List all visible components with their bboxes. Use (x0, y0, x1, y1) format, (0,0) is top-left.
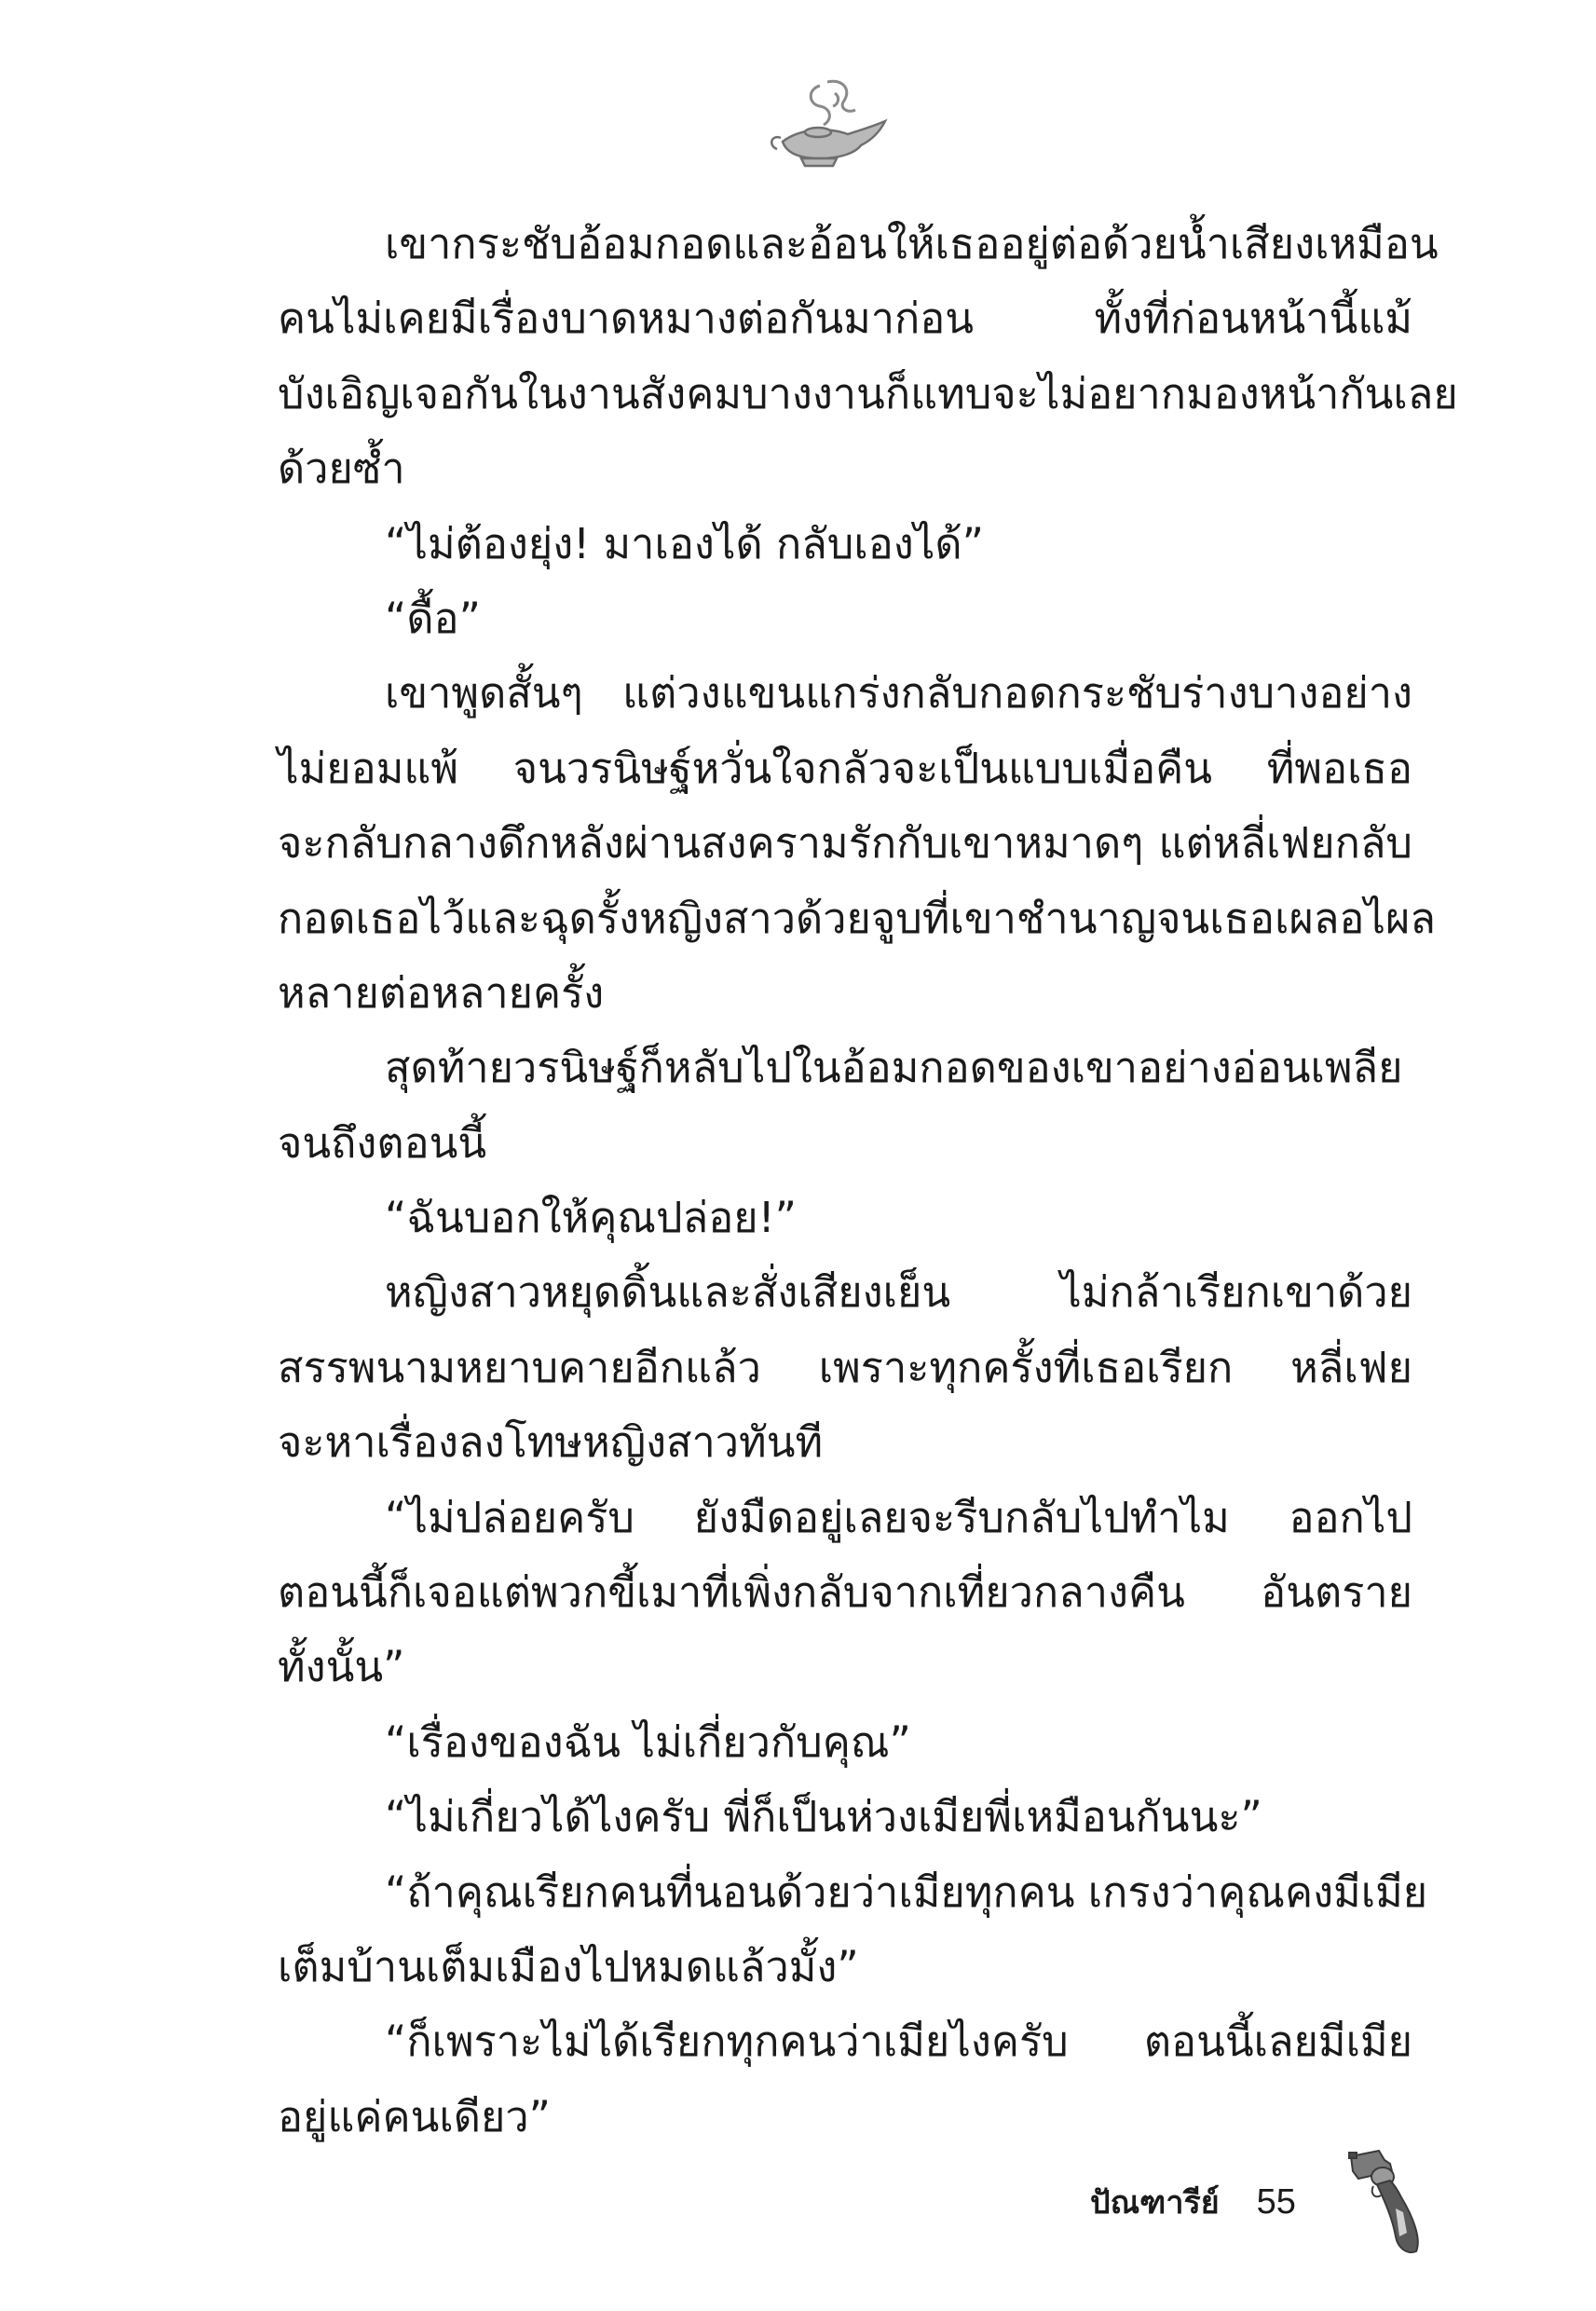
text-line: ด้วยซ้ำ (278, 444, 405, 494)
genie-lamp-icon (762, 76, 894, 170)
text-line: “ดื้อ” (385, 593, 481, 643)
revolver-icon (1342, 2143, 1425, 2264)
text-line: ตอนนี้ก็เจอแต่พวกขี้เมาที่เพิ่งกลับจากเที่ยวกลางคืน อันตราย (278, 1567, 1412, 1618)
text-line: ไม่ยอมแพ้ จนวรนิษฐ์หวั่นใจกลัวจะเป็นแบบเมื่อคืน ที่พอเธอ (278, 743, 1412, 793)
book-title: ปัณฑารีย์ (1090, 2184, 1220, 2222)
page-footer (1090, 2160, 1296, 2244)
page-number: 55 (1256, 2181, 1296, 2222)
text-line: บังเอิญเจอกันในงานสังคมบางงานก็แทบจะไม่อยากมองหน้ากันเลย (278, 368, 1458, 418)
text-line: จะหาเรื่องลงโทษหญิงสาวทันที (278, 1417, 824, 1468)
text-line: สรรพนามหยาบคายอีกแล้ว เพราะทุกครั้งที่เธอเรียก หลี่เฟย (278, 1342, 1412, 1392)
text-line: “ไม่เกี่ยวได้ไงครับ พี่ก็เป็นห่วงเมียพี่เหมือนกันนะ” (385, 1792, 1262, 1842)
text-line: อยู่แค่คนเดียว” (278, 2091, 551, 2141)
text-line: หญิงสาวหยุดดิ้นและสั่งเสียงเย็น ไม่กล้าเรียกเขาด้วย (385, 1267, 1412, 1318)
text-line: เขากระชับอ้อมกอดและอ้อนให้เธออยู่ต่อด้วยน้ำเสียงเหมือน (385, 219, 1439, 268)
text-line: กอดเธอไว้และฉุดรั้งหญิงสาวด้วยจูบที่เขาชำนาญจนเธอเผลอไผล (278, 893, 1436, 943)
text-line: จะกลับกลางดึกหลังผ่านสงครามรักกับเขาหมาดๆ แต่หลี่เฟยกลับ (278, 818, 1412, 868)
text-line: จนถึงตอนนี้ (278, 1117, 487, 1168)
text-line: “ก็เพราะไม่ได้เรียกทุกคนว่าเมียไงครับ ตอนนี้เลยมีเมีย (385, 2017, 1412, 2067)
text-line: สุดท้ายวรนิษฐ์ก็หลับไปในอ้อมกอดของเขาอย่างอ่อนเพลีย (385, 1043, 1403, 1093)
text-line: เต็มบ้านเต็มเมืองไปหมดแล้วมั้ง” (278, 1941, 859, 1991)
text-line: ทั้งนั้น” (278, 1642, 405, 1692)
text-line: หลายต่อหลายครั้ง (278, 967, 605, 1018)
text-line: เขาพูดสั้นๆ แต่วงแขนแกร่งกลับกอดกระชับร่างบางอย่าง (385, 668, 1412, 718)
text-line: “ไม่ปล่อยครับ ยังมืดอยู่เลยจะรีบกลับไปทำไม ออกไป (385, 1492, 1412, 1542)
text-line: คนไม่เคยมีเรื่องบาดหมางต่อกันมาก่อน ทั้งที่ก่อนหน้านี้แม้ (278, 294, 1412, 344)
text-line: “ถ้าคุณเรียกคนที่นอนด้วยว่าเมียทุกคน เกรงว่าคุณคงมีเมีย (385, 1867, 1428, 1917)
text-line: “ฉันบอกให้คุณปล่อย!” (385, 1193, 797, 1243)
story-text (278, 207, 1458, 2154)
text-line: “เรื่องของฉัน ไม่เกี่ยวกับคุณ” (385, 1716, 911, 1767)
text-line: “ไม่ต้องยุ่ง! มาเองได้ กลับเองได้” (385, 518, 984, 568)
